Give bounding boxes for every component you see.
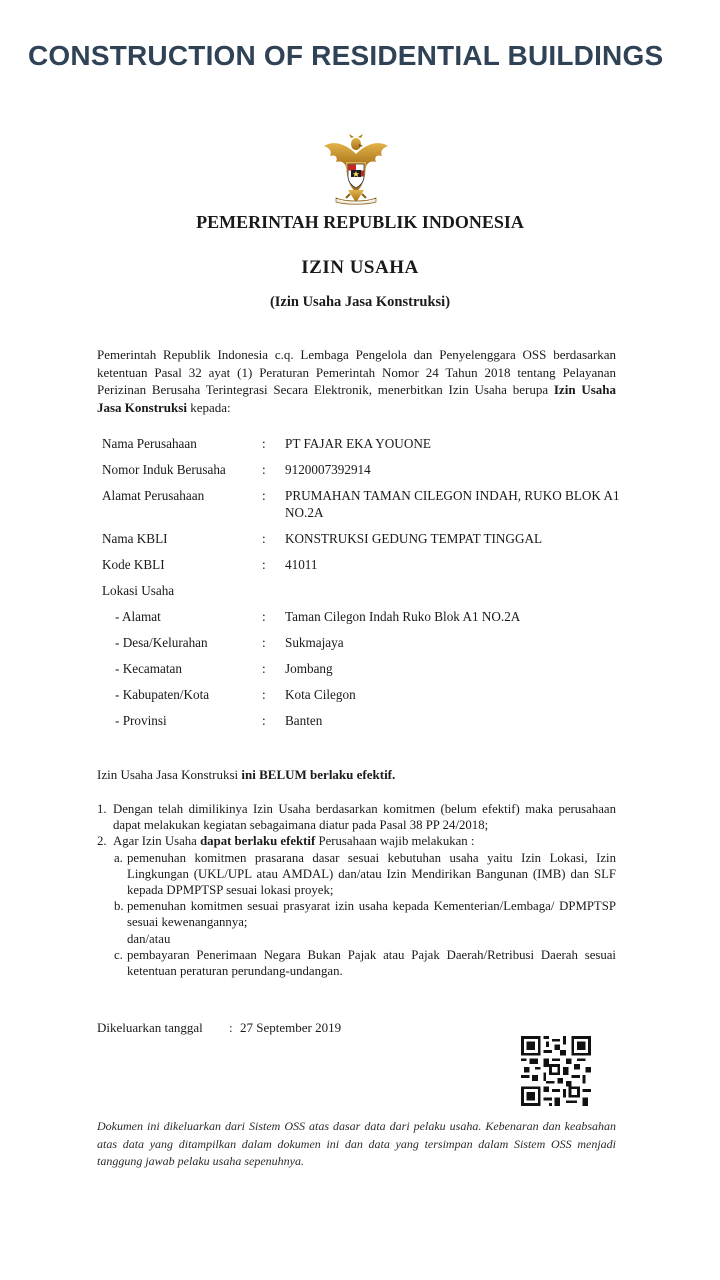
document-subtitle: (Izin Usaha Jasa Konstruksi) bbox=[269, 294, 451, 310]
field-label: Nama KBLI bbox=[102, 531, 168, 546]
field-colon: : bbox=[262, 462, 266, 477]
subitem-letter: a. bbox=[114, 850, 123, 865]
and-or-text: dan/atau bbox=[127, 931, 171, 946]
garuda-emblem-icon bbox=[322, 132, 390, 206]
field-label: Alamat Perusahaan bbox=[102, 488, 205, 503]
intro-paragraph bbox=[97, 346, 616, 416]
effectiveness-status bbox=[97, 767, 395, 783]
issued-date-value: 27 September 2019 bbox=[240, 1020, 342, 1035]
note-item-1 bbox=[97, 801, 616, 833]
field-label: Nama Perusahaan bbox=[102, 436, 197, 451]
field-value: PRUMAHAN TAMAN CILEGON INDAH, RUKO BLOK A1 NO.2A bbox=[285, 488, 620, 520]
field-colon: : bbox=[262, 687, 266, 702]
field-colon: : bbox=[262, 436, 266, 451]
field-value: PT FAJAR EKA YOUONE bbox=[285, 436, 431, 451]
field-label: Kode KBLI bbox=[102, 557, 165, 572]
note-text: Dengan telah dimilikinya Izin Usaha berdasarkan komitmen (belum efektif) maka perusahaan dapat melakukan kegiatan sebagaimana diatur pada Pasal 38 PP 24/2018; bbox=[113, 802, 616, 833]
note-subitem-c bbox=[97, 947, 616, 979]
page-banner-title: CONSTRUCTION OF RESIDENTIAL BUILDINGS bbox=[28, 40, 664, 71]
field-colon: : bbox=[262, 635, 266, 650]
field-value: Banten bbox=[285, 713, 323, 728]
note-item-2 bbox=[97, 833, 616, 849]
notes-list bbox=[97, 801, 616, 979]
qr-code-icon bbox=[521, 1036, 591, 1106]
subitem-text: pemenuhan komitmen sesuai prasyarat izin usaha kepada Kementerian/Lembaga/ DPMPTSP sesuai kewenangannya; bbox=[127, 899, 616, 930]
field-label: - Alamat bbox=[115, 609, 161, 624]
field-colon: : bbox=[262, 713, 266, 728]
note-text-suffix: Perusahaan wajib melakukan : bbox=[315, 834, 475, 849]
government-heading: PEMERINTAH REPUBLIK INDONESIA bbox=[196, 212, 524, 232]
field-label: - Provinsi bbox=[115, 713, 167, 728]
field-label: - Kabupaten/Kota bbox=[115, 687, 210, 702]
field-label: Lokasi Usaha bbox=[102, 583, 175, 598]
subitem-letter: b. bbox=[114, 899, 124, 914]
issued-date-label: Dikeluarkan tanggal bbox=[97, 1020, 203, 1035]
note-number: 2. bbox=[97, 834, 107, 849]
note-text-bold: dapat berlaku efektif bbox=[200, 834, 316, 849]
subitem-text: pemenuhan komitmen prasarana dasar sesuai kebutuhan usaha yaitu Izin Lokasi, Izin Lingkungan (UKL/UPL atau AMDAL) dan/atau Izin Mendirikan Bangunan (IMB) dan SLF kepada DPMPTSP sesuai lokasi proyek; bbox=[127, 850, 616, 898]
subitem-text: pembayaran Penerimaan Negara Bukan Pajak atau Pajak Daerah/Retribusi Daerah sesuai ketentuan peraturan perundang-undangan. bbox=[127, 947, 616, 979]
intro-tail: kepada: bbox=[186, 399, 231, 415]
field-colon: : bbox=[262, 609, 266, 624]
field-value: Jombang bbox=[285, 661, 333, 676]
field-value: 41011 bbox=[285, 557, 318, 572]
subitem-letter: c. bbox=[114, 947, 123, 962]
intro-text: Pemerintah Republik Indonesia c.q. Lembaga Pengelola dan Penyelenggara OSS berdasarkan ketentuan Pasal 32 ayat (1) Peraturan Pemerintah Nomor 24 Tahun 2018 tentang Pelayanan Perizinan Berusaha Terintegrasi Secara Elektronik, menerbitkan Izin Usaha berupa bbox=[97, 347, 616, 397]
issued-colon: : bbox=[229, 1020, 233, 1035]
note-subitem-a bbox=[97, 850, 616, 899]
field-value: KONSTRUKSI GEDUNG TEMPAT TINGGAL bbox=[285, 531, 543, 546]
disclaimer-text: Dokumen ini dikeluarkan dari Sistem OSS atas dasar data dari pelaku usaha. Kebenaran dan keabsahan atas data yang ditampilkan dalam dokumen ini dan data yang tersimpan dalam Sistem OSS menjadi tanggung jawab pelaku usaha sepenuhnya. bbox=[97, 1119, 616, 1168]
intro-bold: Izin Usaha Jasa Konstruksi bbox=[97, 382, 616, 415]
status-bold: ini BELUM berlaku efektif. bbox=[241, 767, 396, 782]
field-value: Kota Cilegon bbox=[285, 687, 356, 702]
field-label: - Desa/Kelurahan bbox=[115, 635, 208, 650]
note-subitem-b bbox=[97, 898, 616, 930]
document-title: IZIN USAHA bbox=[301, 257, 419, 278]
field-colon: : bbox=[262, 661, 266, 676]
field-value: 9120007392914 bbox=[285, 462, 371, 477]
note-number: 1. bbox=[97, 802, 107, 816]
field-colon: : bbox=[262, 531, 266, 546]
field-value: Sukmajaya bbox=[285, 635, 344, 650]
field-colon: : bbox=[262, 557, 266, 572]
field-label: - Kecamatan bbox=[115, 661, 182, 676]
status-prefix: Izin Usaha Jasa Konstruksi bbox=[97, 767, 242, 782]
field-label: Nomor Induk Berusaha bbox=[102, 462, 226, 477]
note-text-prefix: Agar Izin Usaha bbox=[113, 834, 201, 849]
field-colon: : bbox=[262, 488, 266, 503]
field-value: Taman Cilegon Indah Ruko Blok A1 NO.2A bbox=[285, 609, 521, 624]
